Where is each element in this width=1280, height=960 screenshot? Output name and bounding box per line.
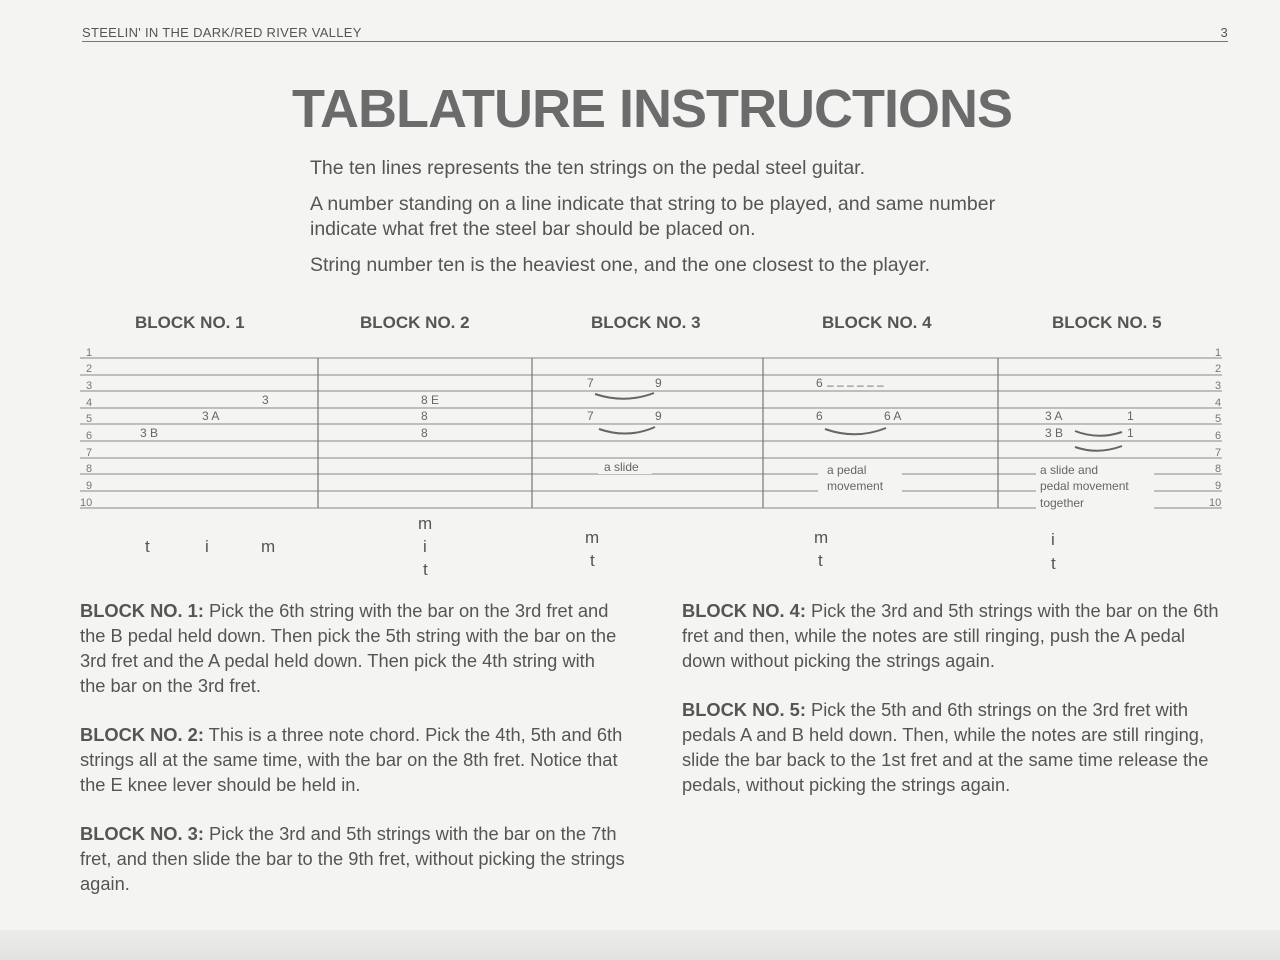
block-label: BLOCK NO. 4: (682, 600, 806, 621)
block-label: BLOCK NO. 1: (80, 600, 204, 621)
tab-note: 1 (1127, 409, 1134, 423)
block-text: Pick the 5th and 6th strings on the 3rd fret with pedals A and B held down. Then, while the notes are still ringing, slide the bar back to the 1st fret and at the same time release the pedals, without picking the strings again. (682, 699, 1209, 795)
tab-note: 7 (587, 376, 594, 390)
finger-mark: t (818, 551, 823, 570)
block-2-title: BLOCK NO. 2 (360, 313, 470, 332)
block-text: Pick the 6th string with the bar on the 3rd fret and the B pedal held down. Then pick the 5th string with the bar on the 3rd fret and the A pedal held down. Then pick the 4th string with the bar on the 3rd fret. (80, 600, 617, 696)
block-4-notes (814, 376, 924, 494)
tab-note: 1 (1127, 426, 1134, 440)
page-number: 3 (1220, 25, 1228, 40)
string-number: 2 (86, 363, 93, 375)
block-5-title: BLOCK NO. 5 (1052, 313, 1162, 332)
tab-note: 3 B (1045, 426, 1064, 440)
tab-note: 6 (816, 409, 823, 423)
block-label: BLOCK NO. 5: (682, 699, 806, 720)
tab-note: 3 A (202, 409, 220, 423)
string-number: 7 (86, 447, 93, 459)
string-number: 3 (86, 380, 93, 392)
tab-note: 6 A (884, 409, 902, 423)
intro-paragraph: String number ten is the heaviest one, and the one closest to the player. (310, 254, 931, 276)
string-number: 8 (86, 463, 93, 475)
block-label: BLOCK NO. 3: (80, 823, 204, 844)
tablature-svg (0, 340, 1280, 590)
block-text: Pick the 3rd and 5th strings with the bar on the 7th fret, and then slide the bar to the 9th fret, without picking the strings again. (80, 823, 625, 894)
string-number: 4 (1215, 397, 1222, 409)
technique-label: together (1040, 496, 1085, 510)
string-number: 2 (1215, 363, 1222, 375)
string-number: 1 (86, 347, 93, 359)
block-5-description (682, 697, 1227, 797)
finger-mark: m (261, 537, 276, 556)
string-number: 8 (1215, 463, 1222, 475)
tab-note: 9 (655, 409, 662, 423)
string-number: 5 (86, 413, 93, 425)
tab-note: 3 A (1045, 409, 1063, 423)
technique-label: movement (827, 479, 884, 493)
block-text: Pick the 3rd and 5th strings with the bar on the 6th fret and then, while the notes are still ringing, push the A pedal down without picking the strings again. (682, 600, 1219, 671)
block-1-title: BLOCK NO. 1 (135, 313, 245, 332)
slide-arc (595, 393, 654, 399)
block-1-notes (138, 393, 274, 440)
block-4-description (682, 598, 1227, 673)
tab-note: 8 E (421, 393, 440, 407)
block-2-notes (419, 393, 445, 440)
page-title: TABLATURE INSTRUCTIONS (292, 79, 1012, 139)
finger-mark: m (585, 528, 600, 547)
finger-mark: t (590, 551, 595, 570)
description-column-left (80, 598, 625, 920)
tab-note: 8 (421, 409, 428, 423)
string-number: 9 (86, 480, 93, 492)
description-column-right (682, 598, 1227, 821)
string-number: 4 (86, 397, 93, 409)
tablature-staff (0, 340, 1280, 590)
block-3-description (80, 821, 625, 896)
string-number: 10 (1209, 497, 1222, 509)
finger-mark: i (205, 537, 209, 556)
technique-label: a slide and (1040, 463, 1099, 477)
tab-note: 9 (655, 376, 662, 390)
running-title: STEELIN' IN THE DARK/RED RIVER VALLEY (82, 25, 362, 40)
string-number: 3 (1215, 380, 1222, 392)
finger-mark: i (423, 537, 427, 556)
finger-mark: m (418, 514, 433, 533)
tab-note: 7 (587, 409, 594, 423)
finger-mark: m (814, 528, 829, 547)
running-head (82, 25, 1228, 42)
string-number: 6 (1215, 430, 1222, 442)
string-number: 5 (1215, 413, 1222, 425)
block-label: BLOCK NO. 2: (80, 724, 204, 745)
finger-mark: t (423, 560, 428, 579)
intro-paragraph: A number standing on a line indicate that string to be played, and same number indicate what fret the steel bar should be placed on. (310, 193, 996, 240)
pedal-arc (825, 428, 886, 434)
finger-mark: t (145, 537, 150, 556)
pedal-dashes: – – – – – – (827, 378, 884, 392)
string-numbers-left (80, 347, 92, 509)
string-number: 7 (1215, 447, 1222, 459)
tab-note: 6 (816, 376, 823, 390)
intro-paragraph: The ten lines represents the ten strings on the pedal steel guitar. (310, 157, 866, 179)
block-1-description (80, 598, 625, 698)
block-text: This is a three note chord. Pick the 4th, 5th and 6th strings all at the same time, with the bar on the 8th fret. Notice that the E knee lever should be held in. (80, 724, 623, 795)
tab-note: 8 (421, 426, 428, 440)
block-3-title: BLOCK NO. 3 (591, 313, 701, 332)
string-number: 6 (86, 430, 93, 442)
string-number: 10 (80, 497, 93, 509)
finger-mark: t (1051, 554, 1056, 573)
string-numbers-right (1209, 347, 1221, 509)
page-bottom-shade (0, 930, 1280, 960)
technique-label: pedal movement (1040, 479, 1129, 493)
block-4-title: BLOCK NO. 4 (822, 313, 932, 332)
string-number: 1 (1215, 347, 1222, 359)
technique-label: a slide (604, 460, 639, 474)
string-number: 9 (1215, 480, 1222, 492)
block-2-description (80, 722, 625, 797)
slide-arc (599, 427, 655, 434)
tab-note: 3 B (140, 426, 159, 440)
slide-arc (1075, 446, 1122, 451)
intro-text (310, 156, 1010, 289)
tab-note: 3 (262, 393, 269, 407)
slide-arc (1075, 431, 1122, 436)
finger-mark: i (1051, 530, 1055, 549)
technique-label: a pedal (827, 463, 867, 477)
